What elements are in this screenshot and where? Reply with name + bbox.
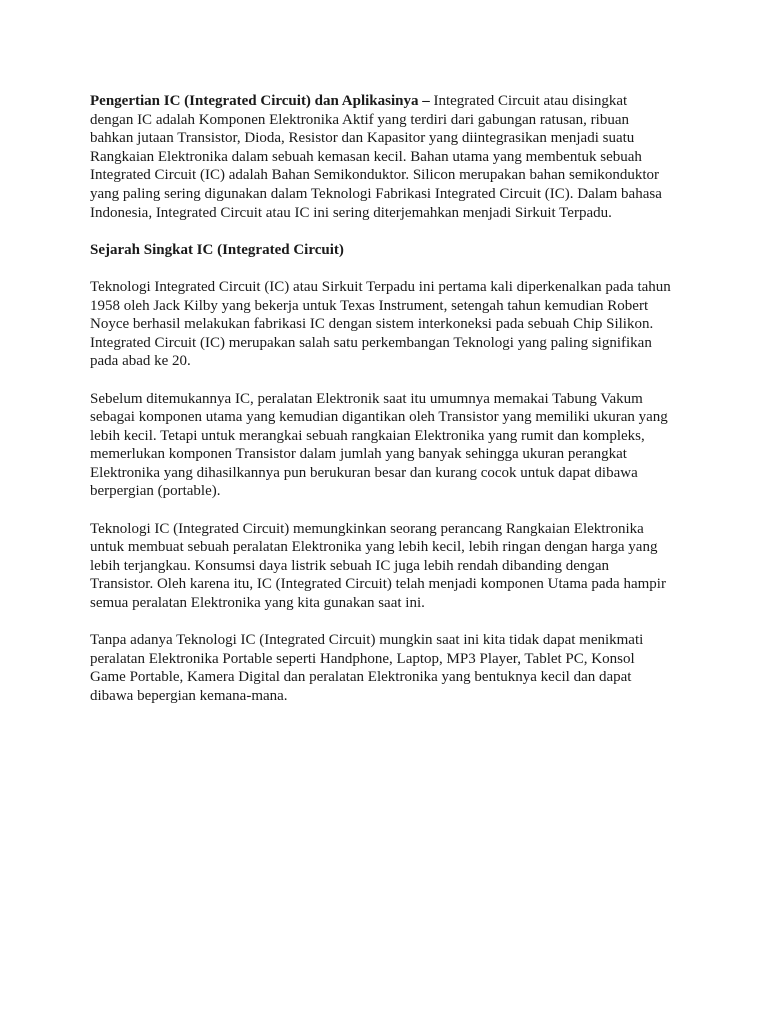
paragraph-line: Noyce berhasil melakukan fabrikasi IC dengan sistem interkoneksi pada sebuah Chip Silikon. (90, 316, 654, 333)
paragraph-line: Transistor. Oleh karena itu, IC (Integrated Circuit) telah menjadi komponen Utama pada hampir (90, 576, 666, 593)
paragraph-line: Teknologi IC (Integrated Circuit) memungkinkan seorang perancang Rangkaian Elektronika (90, 520, 644, 537)
body-paragraph-3 (90, 520, 690, 613)
paragraph-line: dibawa bepergian kemana-mana. (90, 688, 288, 704)
paragraph-line: Sebelum ditemukannya IC, peralatan Elektronik saat itu umumnya memakai Tabung Vakum (90, 390, 643, 407)
paragraph-line: Integrated Circuit (IC) merupakan salah satu perkembangan Teknologi yang paling signifikan (90, 334, 652, 351)
section-heading: Sejarah Singkat IC (Integrated Circuit) (90, 241, 344, 258)
body-paragraph-1 (90, 278, 690, 371)
intro-line: yang paling sering digunakan dalam Teknologi Fabrikasi Integrated Circuit (IC). Dalam bahasa (90, 185, 662, 202)
paragraph-line: memerlukan komponen Transistor dalam jumlah yang banyak sehingga ukuran perangkat (90, 446, 627, 463)
intro-line: Integrated Circuit atau disingkat (429, 93, 628, 109)
body-paragraph-2 (90, 390, 690, 502)
paragraph-line: Elektronika yang dihasilkannya pun berukuran besar dan kurang cocok untuk dapat dibawa (90, 464, 638, 481)
paragraph-line: peralatan Elektronika Portable seperti Handphone, Laptop, MP3 Player, Tablet PC, Konsol (90, 650, 635, 667)
intro-first-line (90, 92, 690, 111)
paragraph-line: Teknologi Integrated Circuit (IC) atau Sirkuit Terpadu ini pertama kali diperkenalkan pada tahun (90, 278, 671, 295)
paragraph-line: untuk membuat sebuah peralatan Elektronika yang lebih kecil, lebih ringan dengan harga yang (90, 539, 658, 556)
intro-paragraph (90, 92, 690, 222)
intro-title: Pengertian IC (Integrated Circuit) dan Aplikasinya – (90, 93, 430, 109)
paragraph-line: lebih terjangkau. Konsumsi daya listrik sebuah IC juga lebih rendah dibanding dengan (90, 557, 610, 574)
document-page (90, 92, 690, 724)
paragraph-line: berpergian (portable). (90, 483, 221, 500)
intro-line: Indonesia, Integrated Circuit atau IC ini sering diterjemahkan menjadi Sirkuit Terpadu. (90, 204, 612, 221)
intro-line: dengan IC adalah Komponen Elektronika Aktif yang terdiri dari gabungan ratusan, ribuan (90, 111, 630, 128)
paragraph-line: semua peralatan Elektronika yang kita gunakan saat ini. (90, 595, 425, 612)
body-paragraph-4 (90, 631, 690, 705)
paragraph-line: lebih kecil. Tetapi untuk merangkai sebuah rangkaian Elektronika yang rumit dan kompleks, (90, 427, 645, 444)
intro-line: Rangkaian Elektronika dalam sebuah kemasan kecil. Bahan utama yang membentuk sebuah (90, 148, 642, 165)
paragraph-line: Game Portable, Kamera Digital dan peralatan Elektronika yang bentuknya kecil dan dapat (90, 669, 632, 686)
intro-line: bahkan jutaan Transistor, Dioda, Resistor dan Kapasitor yang diintegrasikan menjadi suatu (90, 130, 635, 147)
paragraph-line: 1958 oleh Jack Kilby yang bekerja untuk Texas Instrument, setengah tahun kemudian Robert (90, 297, 649, 314)
paragraph-line: sebagai komponen utama yang kemudian digantikan oleh Transistor yang memiliki ukuran yang (90, 409, 668, 426)
paragraph-line: pada abad ke 20. (90, 353, 191, 370)
paragraph-line: Tanpa adanya Teknologi IC (Integrated Circuit) mungkin saat ini kita tidak dapat menikmati (90, 632, 644, 649)
intro-line: Integrated Circuit (IC) adalah Bahan Semikonduktor. Silicon merupakan bahan semikonduktor (90, 167, 660, 184)
